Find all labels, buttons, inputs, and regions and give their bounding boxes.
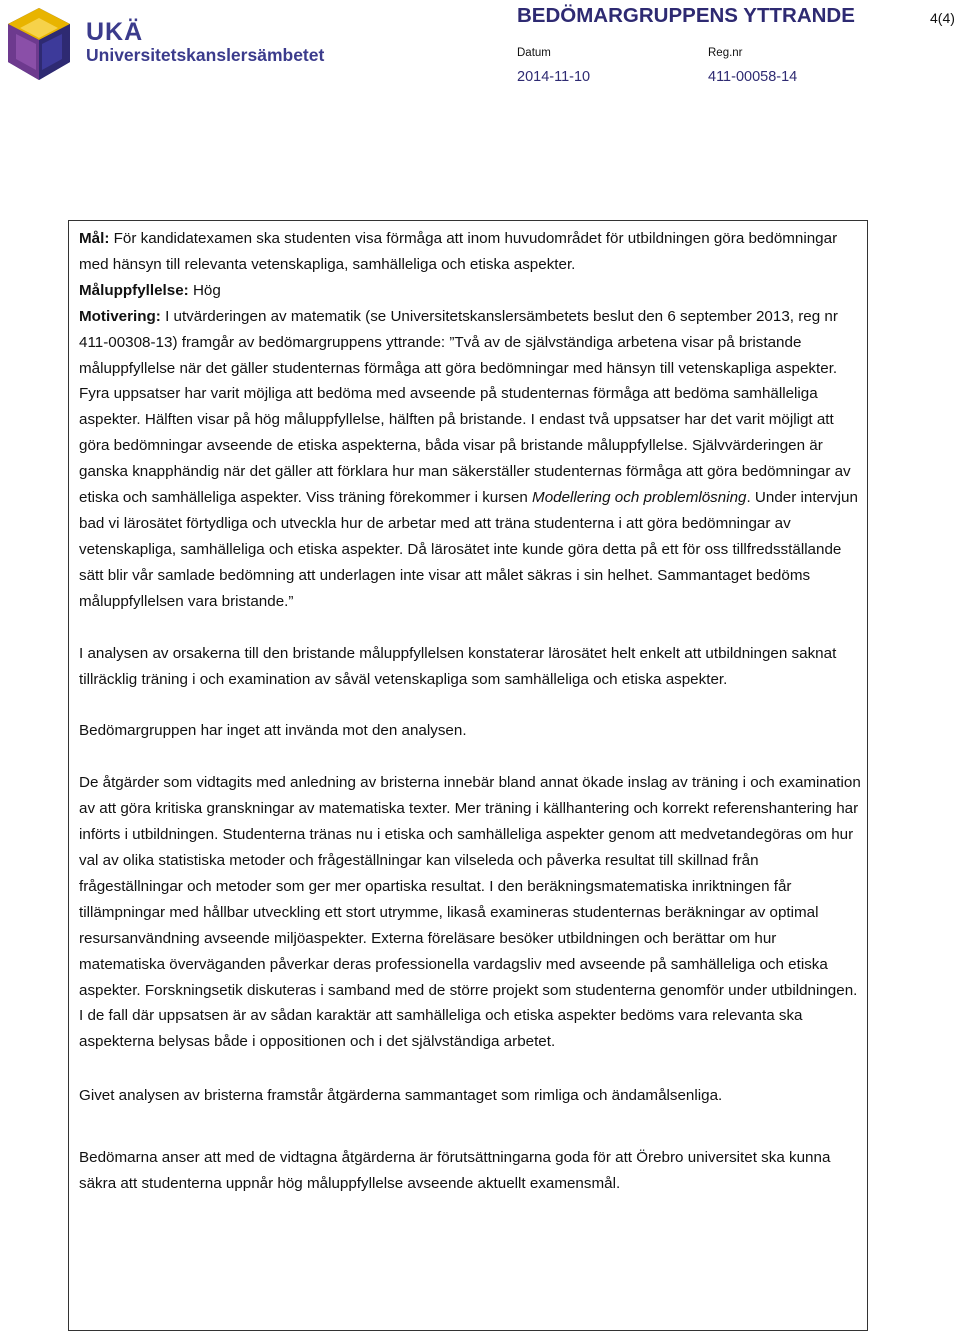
motivation-text-continued: . Under intervjun bad vi lärosätet förtydliga och utveckla hur de arbetar med att träna studenterna i att göra bedömningar av vetenskapliga, samhälleliga och etiska aspekter. Då lärosätet inte kunde göra detta på ett för oss tillfredsställande sätt blir vår samlade bedömning att underlagen inte visar att målet säkras i sin helhet. Sammantaget bedöms måluppfyllelsen vara bristande.” <box>79 489 858 610</box>
fulfilment-value: Hög <box>192 281 221 299</box>
document-body <box>79 226 861 1197</box>
document-title: BEDÖMARGRUPPENS YTTRANDE <box>517 4 855 27</box>
motivation-text: I utvärderingen av matematik (se Universitetskanslersämbetets beslut den 6 september 2013, reg nr 411-00308-13) framgår av bedömargruppens yttrande: ”Två av de självständiga arbetena visar på bristande måluppfyllelse när det gäller studenternas förmåga att göra bedömningar med hänsyn till vetenskapliga aspekter. Fyra uppsatser har varit möjliga att bedöma med avseende på studenternas förmåga att bedöma samhälleliga aspekter. Hälften visar på hög måluppfyllelse, hälften på bristande. I endast två uppsatser har det varit möjligt att göra bedömningar avseende de etiska aspekterna, båda visar på bristande måluppfyllelse. Självvärderingen är ganska knapphändig när det gäller att förklara hur man säkerställer studenternas förmåga att göra bedömningar av etiska och samhälleliga aspekter. Viss träning förekommer i kursen <box>79 307 851 507</box>
logo-agency-name: Universitetskanslersämbetet <box>86 45 325 65</box>
relevance-paragraph: Givet analysen av bristerna framstår åtgärderna sammantaget som rimliga och ändamålsenliga. <box>79 1087 723 1105</box>
fulfilment-label: Måluppfyllelse: <box>79 281 189 299</box>
logo-letters: UKÄ <box>86 18 144 46</box>
motivation-label: Motivering: <box>79 307 161 325</box>
conclusion-paragraph: Bedömarna anser att med de vidtagna åtgärderna är förutsättningarna goda för att Örebro universitet ska kunna säkra att studenterna uppnår hög måluppfyllelse avseende aktuellt examensmål. <box>79 1149 831 1193</box>
no-objection-paragraph: Bedömargruppen har inget att invända mot den analysen. <box>79 722 467 740</box>
uka-logo-icon <box>6 6 72 82</box>
motivation-paragraph <box>79 304 861 615</box>
fulfilment-line <box>79 278 861 304</box>
analysis-paragraph: I analysen av orsakerna till den bristande måluppfyllelsen konstaterar lärosätet helt enkelt att utbildningen saknat tillräcklig träning i och examination av såväl vetenskapliga som samhälleliga och etiska aspekter. <box>79 644 837 688</box>
reg-number-value: 411-00058-14 <box>708 69 798 85</box>
date-value: 2014-11-10 <box>517 69 591 85</box>
reg-number-label: Reg.nr <box>708 47 743 59</box>
goal-paragraph <box>79 226 861 278</box>
goal-label: Mål: <box>79 230 110 247</box>
measures-paragraph: De åtgärder som vidtagits med anledning av bristerna innebär bland annat ökade inslag av träning i och examination av att göra kritiska granskningar av matematiska texter. Mer träning i källhantering och korrekt referenshantering har införts i utbildningen. Studenterna tränas nu i etiska och samhälleliga aspekter genom att medvetandegöras om hur val av olika statistiska metoder och frågeställningar kan vilseleda och påverka resultat till skillnad från frågeställningar och metoder som ger mer opartiska resultat. I den beräkningsmatematiska inriktningen får tillämpningar med hållbar utveckling ett stort utrymme, likaså examineras studenternas beräkningar av optimal resursanvändning avseende miljöaspekter. Externa föreläsare besöker utbildningen och berättar om hur matematiska överväganden påverkar deras professionella vardagsliv med avseende på samhälleliga och etiska aspekter. Forskningsetik diskuteras i samband med de större projekt som studenterna genomför under utbildningen. I de fall där uppsatsen är av sådan karaktär att samhälleliga och etiska aspekter bedöms vara relevanta ska aspekterna belysas både i oppositionen och i det självständiga arbetet. <box>79 774 861 1051</box>
goal-text: För kandidatexamen ska studenten visa förmåga att inom huvudområdet för utbildningen göra bedömningar med hänsyn till relevanta vetenskapliga, samhälleliga och etiska aspekter. <box>79 230 838 273</box>
date-label: Datum <box>517 47 551 59</box>
course-name: Modellering och problemlösning <box>532 489 747 507</box>
page-number: 4(4) <box>930 10 955 26</box>
